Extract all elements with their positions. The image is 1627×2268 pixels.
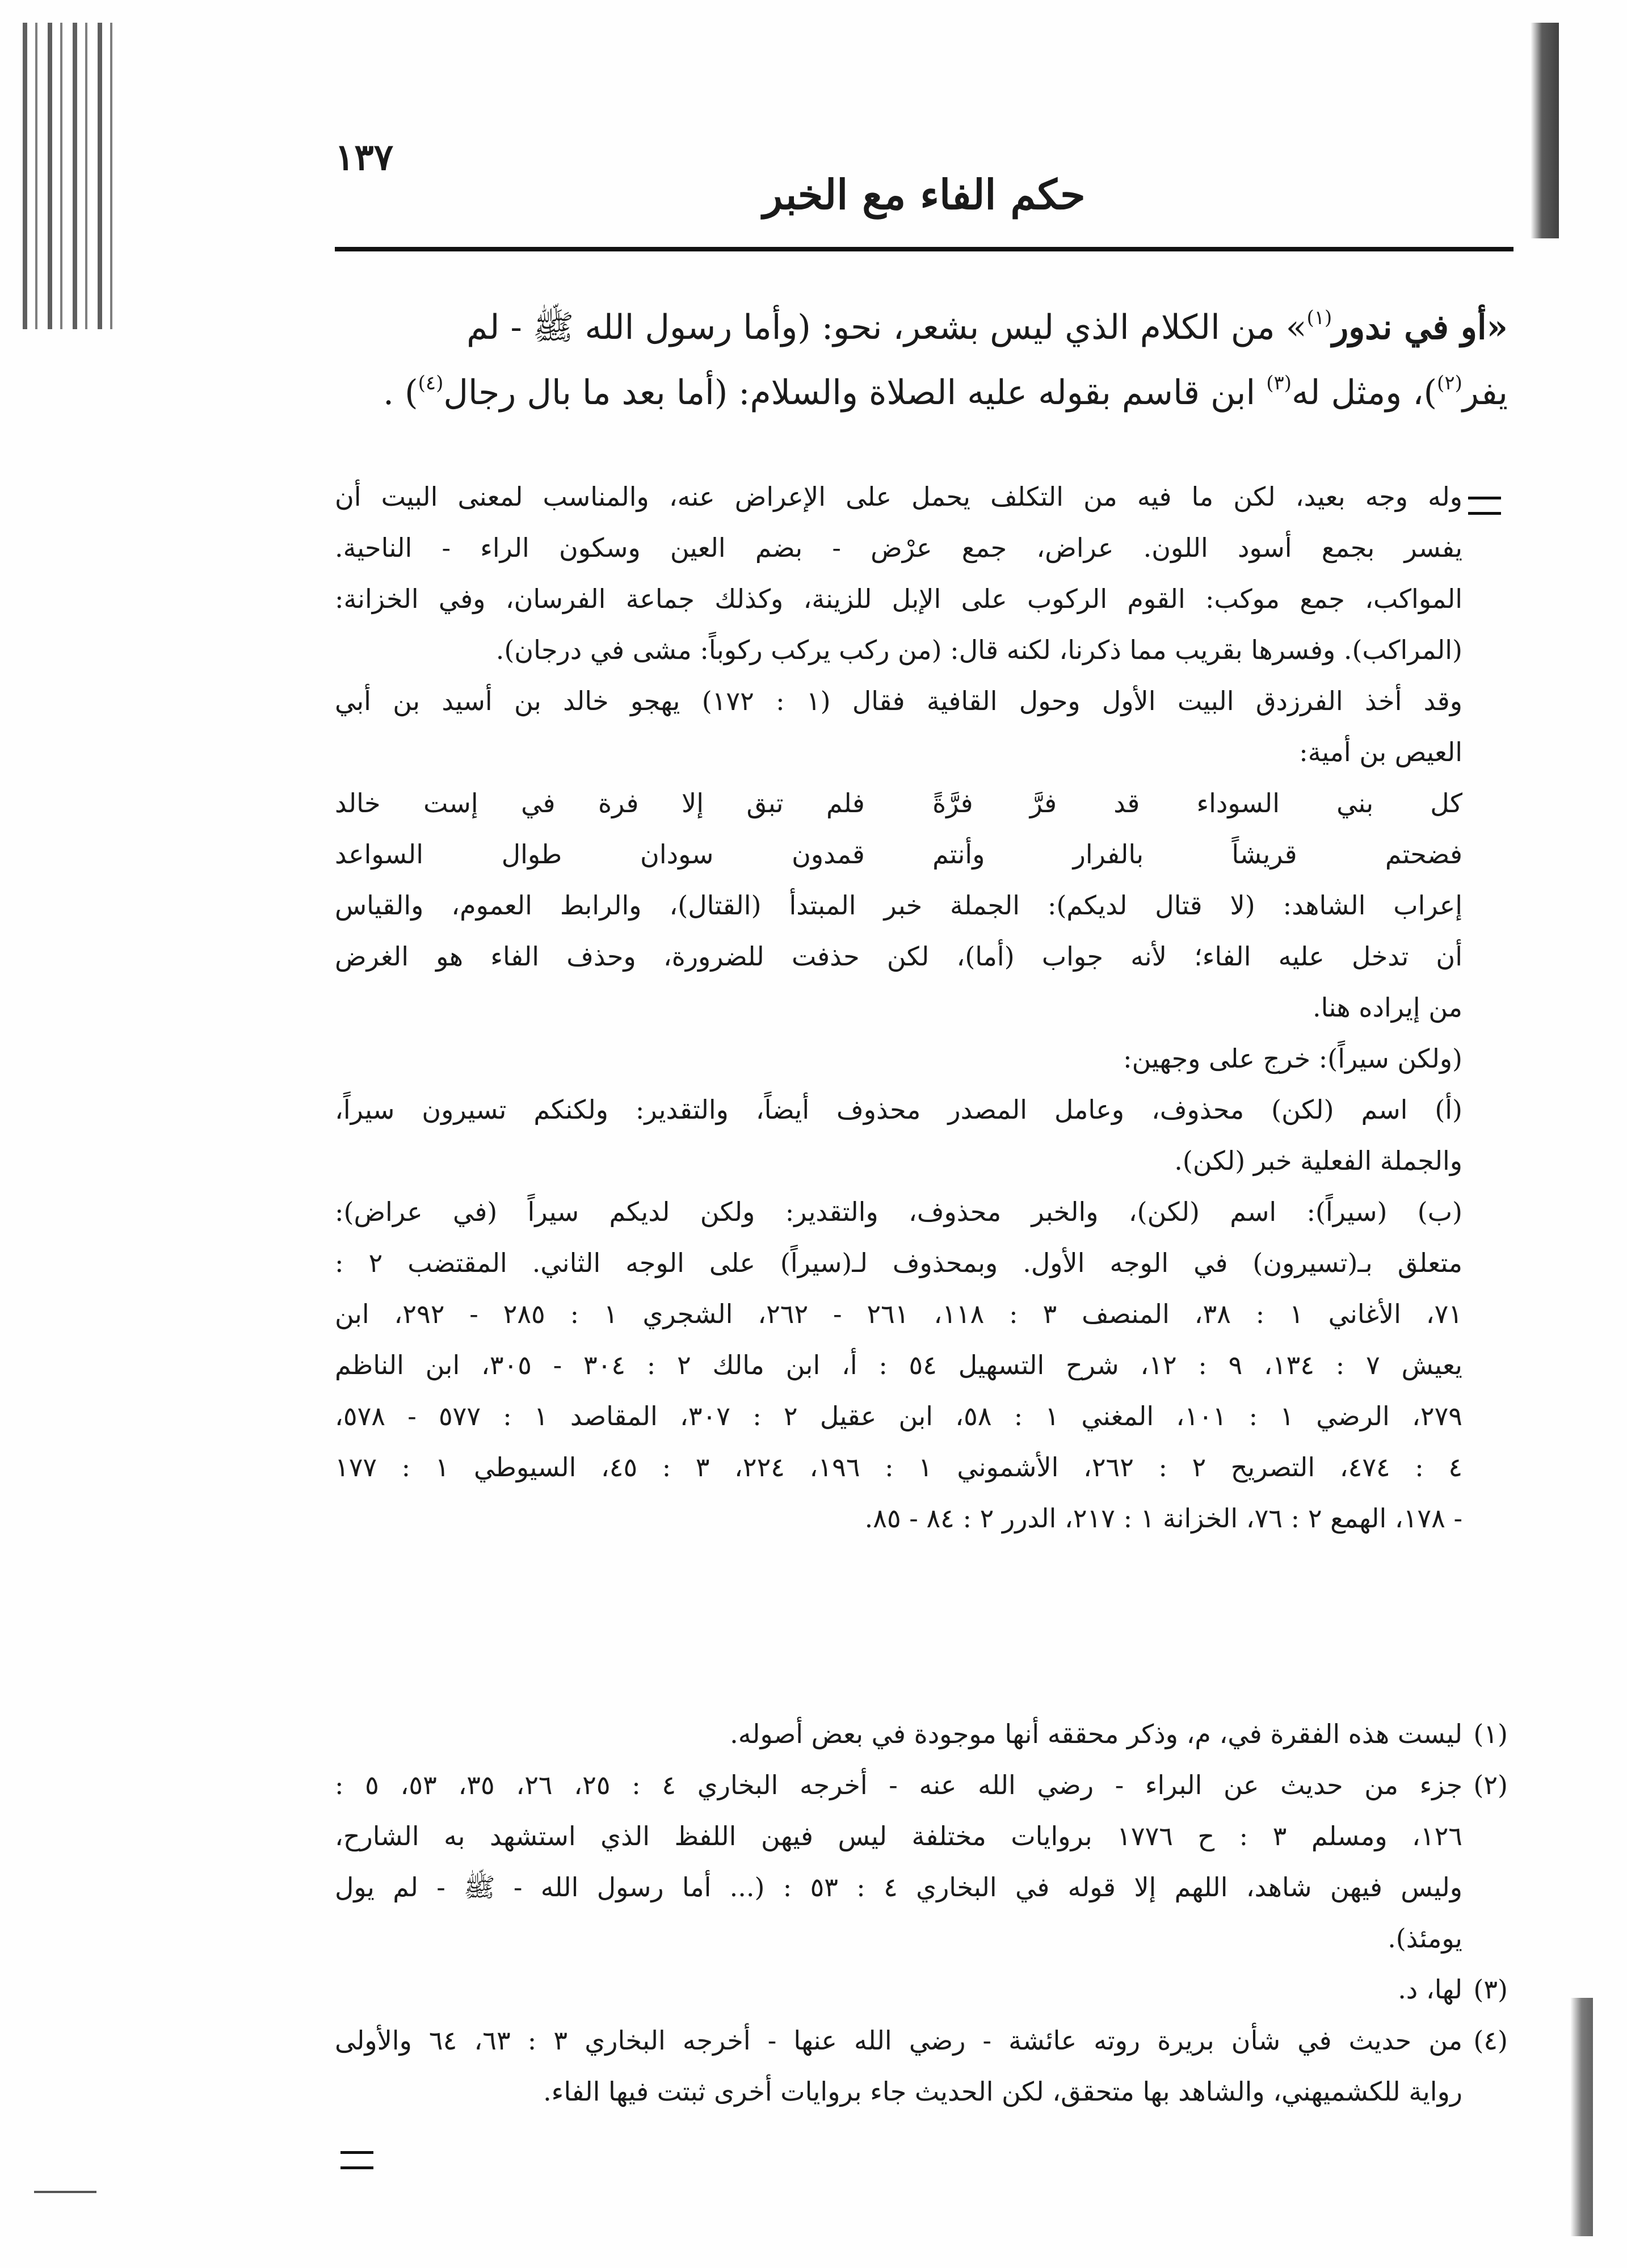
verse-second-hemistich: قمدون سودان طوال السواعد bbox=[335, 839, 865, 870]
main-text-run: )، ومثل له bbox=[1292, 373, 1437, 413]
footnote bbox=[335, 1964, 1508, 2015]
commentary-line: ٧١، الأغاني ١ : ٣٨، المنصف ٣ : ١١٨، ٢٦١ - ٢٦٢، الشجري ١ : ٢٨٥ - ٢٩٢، ابن bbox=[335, 1299, 1462, 1329]
footnote bbox=[335, 1759, 1508, 1964]
footnote-number: (١) bbox=[1473, 1719, 1508, 1749]
main-lead: «أو في ندور bbox=[1332, 308, 1508, 347]
main-line bbox=[335, 295, 1508, 360]
main-text bbox=[335, 295, 1508, 426]
commentary-line: يعيش ٧ : ١٣٤، ٩ : ١٢، شرح التسهيل ٥٤ : أ، ابن مالك ٢ : ٣٠٤ - ٣٠٥، ابن الناظم bbox=[335, 1350, 1462, 1380]
footnote-line: يومئذ). bbox=[1388, 1923, 1462, 1954]
footnote-number: (٢) bbox=[1473, 1770, 1508, 1800]
main-line bbox=[335, 360, 1508, 426]
footnote-line: ليست هذه الفقرة في، م، وذكر محققه أنها موجودة في بعض أصوله. bbox=[730, 1719, 1462, 1749]
footnote-ref: (٣) bbox=[1266, 372, 1292, 394]
commentary-line: وقد أخذ الفرزدق البيت الأول وحول القافية فقال (١ : ١٧٢) يهجو خالد بن أسيد بن أبي bbox=[335, 686, 1462, 716]
commentary-line: (المراكب). وفسرها بقريب مما ذكرنا، لكنه قال: (من ركب يركب ركوباً: مشى في درجان). bbox=[495, 635, 1462, 665]
commentary-line: متعلق بـ(تسيرون) في الوجه الأول. وبمحذوف لـ(سيراً) على الوجه الثاني. المقتضب ٢ : bbox=[335, 1248, 1462, 1278]
footnote-ref: (٢) bbox=[1437, 372, 1462, 394]
commentary-block bbox=[335, 471, 1462, 1544]
footnote-line: ١٢٦، ومسلم ٣ : ح ١٧٧٦ بروايات مختلفة ليس فيهن اللفظ الذي استشهد به الشارح، bbox=[335, 1821, 1462, 1851]
page-header bbox=[335, 125, 1514, 255]
commentary-line: ٢٧٩، الرضي ١ : ١٠١، المغني ١ : ٥٨، ابن عقيل ٢ : ٣٠٧، المقاصد ١ : ٥٧٧ - ٥٧٨، bbox=[335, 1401, 1462, 1431]
footnote-line: لها، د. bbox=[1398, 1974, 1462, 2005]
footnote-body bbox=[335, 1708, 1462, 1759]
scan-mark bbox=[34, 2191, 96, 2193]
main-text-run: » من الكلام الذي ليس بشعر، نحو: (وأما رسول الله ﷺ - لم bbox=[466, 308, 1307, 347]
commentary-line: وله وجه بعيد، لكن ما فيه من التكلف يحمل على الإعراض عنه، والمناسب لمعنى البيت أن bbox=[335, 481, 1462, 512]
footnote-line: رواية للكشميهني، والشاهد بها متحقق، لكن الحديث جاء بروايات أخرى ثبتت فيها الفاء. bbox=[543, 2076, 1462, 2107]
commentary-line: والجملة الفعلية خبر (لكن). bbox=[1174, 1145, 1462, 1176]
running-title: حكم الفاء مع الخبر bbox=[763, 170, 1086, 219]
verse-second-hemistich: فلم تبق إلا فرة في إست خالد bbox=[335, 788, 865, 818]
commentary-line: يفسر بجمع أسود اللون. عراض، جمع عرْض - بضم العين وسكون الراء - الناحية. bbox=[335, 532, 1462, 563]
commentary-line: (ب) (سيراً): اسم (لكن)، والخبر محذوف، والتقدير: ولكن لديكم سيراً (في عراض): bbox=[335, 1196, 1462, 1227]
verse-line bbox=[335, 778, 1462, 829]
commentary-line: - ١٧٨، الهمع ٢ : ٧٦، الخزانة ١ : ٢١٧، الدرر ٢ : ٨٤ - ٨٥. bbox=[864, 1503, 1462, 1534]
footnote-line: وليس فيهن شاهد، اللهم إلا قوله في البخاري ٤ : ٥٣ : (... أما رسول الله - ﷺ - لم يول bbox=[335, 1872, 1462, 1902]
main-text-run: ابن قاسم بقوله عليه الصلاة والسلام: (أما بعد ما بال رجال bbox=[443, 373, 1267, 413]
footnote-body bbox=[335, 2015, 1462, 2117]
footnote-line: جزء من حديث عن البراء - رضي الله عنه - أخرجه البخاري ٤ : ٢٥، ٢٦، ٣٥، ٥٣، ٥ : bbox=[335, 1770, 1462, 1800]
commentary-line: إعراب الشاهد: (لا قتال لديكم): الجملة خبر المبتدأ (القتال)، والرابط العموم، والقياس bbox=[335, 890, 1462, 921]
verse-first-hemistich: كل بني السوداء قد فرَّ فرَّةً bbox=[932, 788, 1462, 818]
footnote-ref: (١) bbox=[1306, 306, 1332, 329]
verse-first-hemistich: فضحتم قريشاً بالفرار وأنتم bbox=[932, 839, 1462, 870]
scan-edge-artifact bbox=[1531, 23, 1559, 238]
scan-edge-artifact bbox=[1570, 1998, 1593, 2236]
main-text-run: ) . bbox=[383, 373, 418, 413]
footnote bbox=[335, 2015, 1508, 2117]
scan-edge-artifact bbox=[23, 23, 119, 329]
verse-line bbox=[335, 829, 1462, 880]
footnotes bbox=[335, 1708, 1508, 2117]
continuation-mark bbox=[1468, 497, 1501, 515]
commentary-line: أن تدخل عليه الفاء؛ لأنه جواب (أما)، لكن حذفت للضرورة، وحذف الفاء هو الغرض bbox=[335, 941, 1462, 972]
footnote-ref: (٤) bbox=[418, 372, 444, 394]
footnote-line: من حديث في شأن بريرة روته عائشة - رضي الله عنها - أخرجه البخاري ٣ : ٦٣، ٦٤ والأولى bbox=[335, 2025, 1462, 2056]
footnote-body bbox=[335, 1759, 1462, 1964]
page-number: ١٣٧ bbox=[335, 136, 394, 179]
main-text-run: يفر bbox=[1462, 373, 1508, 413]
commentary-line: (ولكن سيراً): خرج على وجهين: bbox=[1123, 1043, 1462, 1074]
commentary-line: العيص بن أمية: bbox=[1299, 737, 1462, 767]
continuation-mark bbox=[340, 2151, 373, 2169]
commentary-line: المواكب، جمع موكب: القوم الركوب على الإبل للزينة، وكذلك جماعة الفرسان، وفي الخزانة: bbox=[335, 583, 1462, 614]
footnote bbox=[335, 1708, 1508, 1759]
footnote-number: (٣) bbox=[1473, 1974, 1508, 2005]
commentary-line: (أ) اسم (لكن) محذوف، وعامل المصدر محذوف أيضاً، والتقدير: ولكنكم تسيرون سيراً، bbox=[335, 1094, 1462, 1125]
header-rule bbox=[335, 247, 1514, 251]
commentary-line: من إيراده هنا. bbox=[1312, 992, 1462, 1023]
footnote-number: (٤) bbox=[1473, 2025, 1508, 2056]
footnote-body bbox=[335, 1964, 1462, 2015]
commentary-line: ٤ : ٤٧٤، التصريح ٢ : ٢٦٢، الأشموني ١ : ١٩٦، ٢٢٤، ٣ : ٤٥، السيوطي ١ : ١٧٧ bbox=[335, 1452, 1462, 1482]
